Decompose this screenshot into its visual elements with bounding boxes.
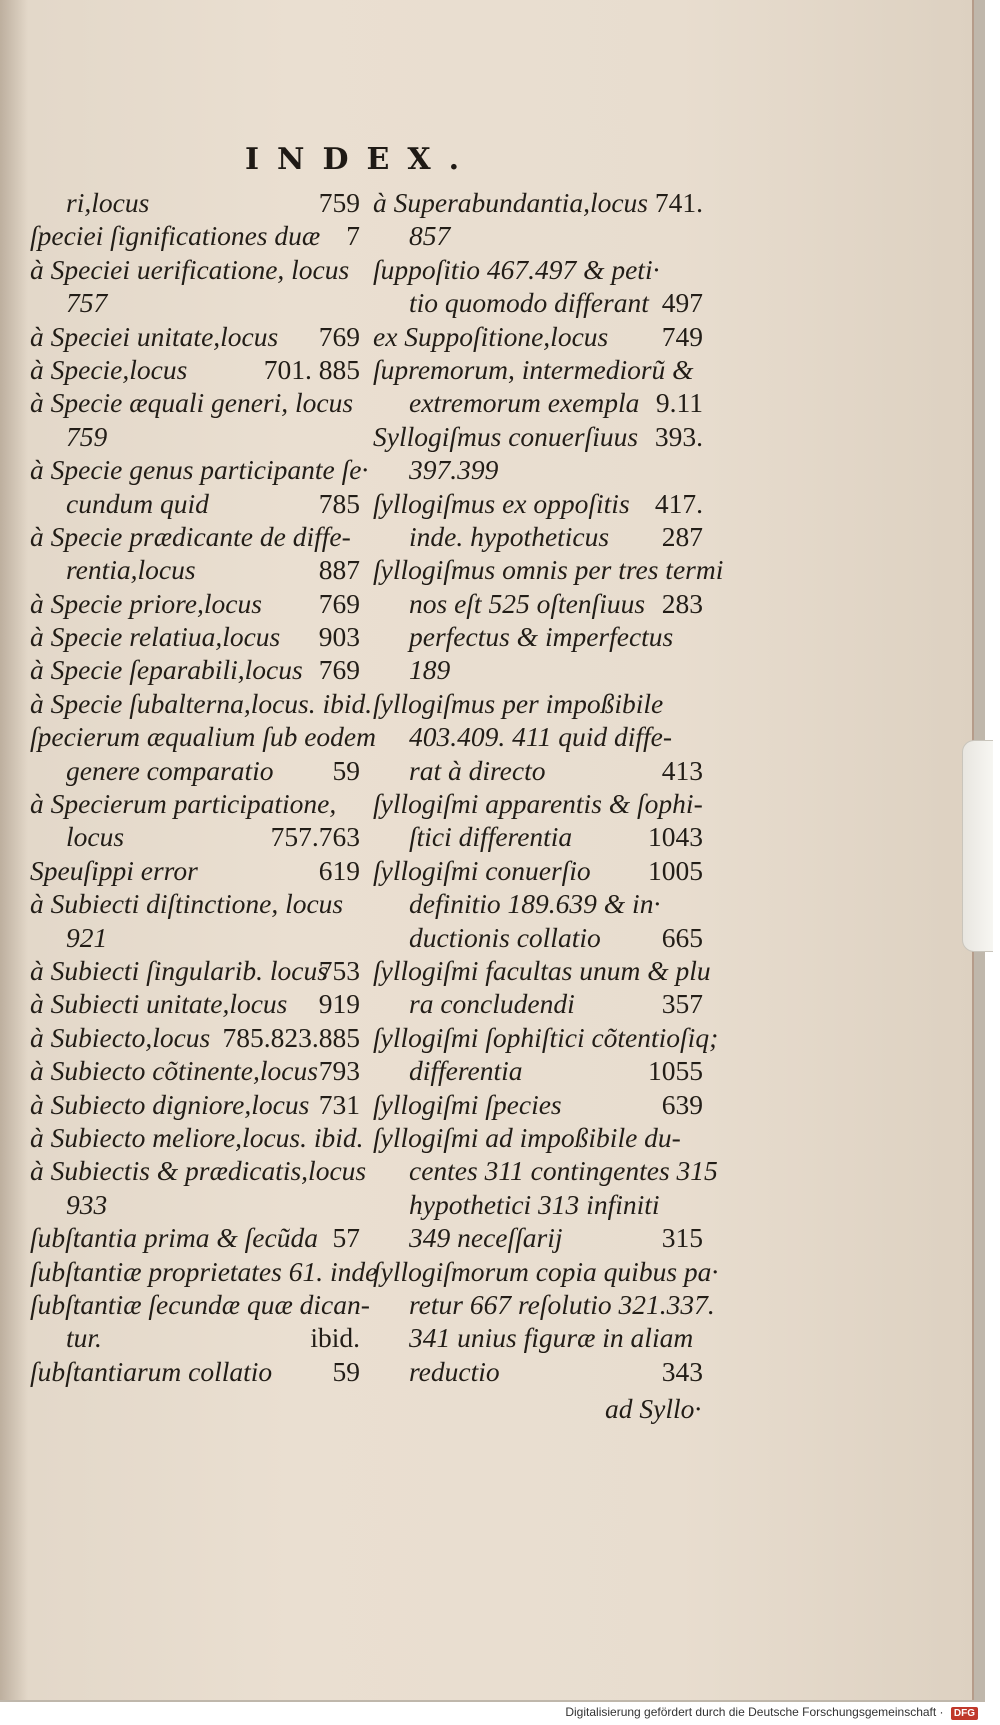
index-entry-text: ductionis collatio xyxy=(409,921,601,953)
index-entry xyxy=(373,1121,703,1154)
index-entry-text: 921 xyxy=(66,921,108,953)
index-entry-text: à Specie priore,locus xyxy=(30,587,262,619)
index-entry-text: à Subiectis & prædicatis,locus xyxy=(30,1155,367,1187)
index-entry xyxy=(30,620,360,653)
index-entry-page: 769 xyxy=(318,320,360,352)
index-entry xyxy=(373,553,724,586)
index-entry xyxy=(373,1255,719,1288)
index-entry xyxy=(30,219,360,252)
index-entry-text: differentia xyxy=(409,1055,523,1087)
index-entry xyxy=(30,453,369,486)
index-entry-page: ibid. xyxy=(310,1322,360,1354)
index-entry xyxy=(30,553,360,586)
index-entry-page: 1055 xyxy=(648,1055,703,1087)
index-entry xyxy=(30,687,373,720)
index-entry xyxy=(30,1321,360,1354)
index-entry xyxy=(30,754,360,787)
index-entry-text: 933 xyxy=(66,1188,108,1220)
index-entry xyxy=(30,1255,378,1288)
index-entry-page: 769 xyxy=(318,654,360,686)
index-entry-text: à Specie,locus xyxy=(30,353,188,385)
index-entry-text: 757 xyxy=(66,287,108,319)
index-entry xyxy=(30,653,360,686)
index-entry-text: ſyllogiſmi ad impoßibile du- xyxy=(373,1121,681,1153)
index-entry-text: ſyllogiſmi facultas unum & plu xyxy=(373,954,711,986)
index-entry-text: cundum quid xyxy=(66,487,209,519)
index-entry xyxy=(373,921,703,954)
index-entry xyxy=(30,1021,360,1054)
index-entry xyxy=(373,453,703,486)
index-entry-text: ſubſtantiæ proprietates 61. inde xyxy=(30,1255,378,1287)
index-entry-text: ſyllogiſmus omnis per tres termi xyxy=(373,554,724,586)
index-entry-text: locus xyxy=(66,821,125,853)
index-entry-text: à Subiecti diſtinctione, locus xyxy=(30,888,344,920)
index-entry-page: 731 xyxy=(318,1088,360,1120)
index-entry-page: 619 xyxy=(318,854,360,886)
index-entry xyxy=(373,386,703,419)
index-entry-text: 403.409. 411 quid diffe- xyxy=(409,721,673,753)
index-entry xyxy=(373,587,703,620)
index-entry-page: 741. xyxy=(654,187,703,218)
index-entry-text: à Subiecto cõtinente,locus xyxy=(30,1055,318,1087)
index-entry-text: à Specierum participatione, xyxy=(30,788,337,820)
index-entry xyxy=(30,286,360,319)
index-entry-page: 759 xyxy=(318,187,360,218)
index-entry-text: ſuppoſitio 467.497 & peti· xyxy=(373,253,660,285)
index-entry-text: ſyllogiſmi ſophiſtici cõtentioſiq; xyxy=(373,1021,719,1053)
index-entry xyxy=(373,620,703,653)
index-entry-text: ri,locus xyxy=(66,187,150,218)
index-entry-text: tur. xyxy=(66,1322,102,1354)
index-entry xyxy=(30,487,360,520)
index-entry-text: perfectus & imperfectus xyxy=(409,621,674,653)
index-entry-text: à Specie ſubalterna,locus. ibid. xyxy=(30,687,373,719)
index-entry-text: ſyllogiſmi ſpecies xyxy=(373,1088,562,1120)
index-entry-text: à Speciei uerificatione, locus xyxy=(30,253,350,285)
index-entry xyxy=(373,487,703,520)
index-entry-text: 341 unius figuræ in aliam xyxy=(409,1322,694,1354)
index-entry-page: 59 xyxy=(332,754,360,786)
index-entry-text: ſubſtantia prima & ſecũda xyxy=(30,1222,318,1254)
index-entry xyxy=(373,1288,715,1321)
index-entry-page: 749 xyxy=(661,320,703,352)
index-entry-page: 785.823.885 xyxy=(222,1021,360,1053)
index-entry-text: 349 neceſſarij xyxy=(409,1222,563,1254)
index-entry-page: 785 xyxy=(318,487,360,519)
index-entry-text: ra concludendi xyxy=(409,988,575,1020)
index-entry xyxy=(373,954,711,987)
index-entry xyxy=(30,1288,370,1321)
index-entry xyxy=(373,653,703,686)
index-entry-text: genere comparatio xyxy=(66,754,274,786)
index-entry-text: à Specie prædicante de diffe- xyxy=(30,520,351,552)
index-entry-page: 417. xyxy=(654,487,703,519)
spine-shadow xyxy=(0,0,28,1700)
index-entry-text: ſyllogiſmus ex oppoſitis xyxy=(373,487,630,519)
index-entry-text: ſpecierum æqualium ſub eodem xyxy=(30,721,376,753)
index-entry xyxy=(30,954,360,987)
index-entry-page: 7 xyxy=(346,220,360,252)
index-entry xyxy=(30,820,360,853)
index-entry-text: tio quomodo differant xyxy=(409,287,649,319)
index-entry xyxy=(373,353,703,386)
index-entry xyxy=(30,386,360,419)
index-entry xyxy=(30,1188,360,1221)
index-entry-text: 397.399 xyxy=(409,454,499,486)
index-entry xyxy=(30,520,360,553)
index-entry-text: ſtici differentia xyxy=(409,821,573,853)
dfg-logo: DFG xyxy=(951,1707,978,1720)
index-entry-text: ſyllogiſmorum copia quibus pa· xyxy=(373,1255,719,1287)
index-entry xyxy=(373,720,703,753)
footer-credit-text: Digitalisierung gefördert durch die Deutsche Forschungsgemeinschaft · xyxy=(565,1705,944,1719)
index-entry xyxy=(373,320,703,353)
index-entry xyxy=(373,754,703,787)
index-entry xyxy=(373,1021,719,1054)
index-entry-page: 639 xyxy=(661,1088,703,1120)
index-entry-text: 857 xyxy=(409,220,451,252)
index-entry xyxy=(373,520,703,553)
index-entry-text: à Specie relatiua,locus xyxy=(30,621,281,653)
index-entry xyxy=(30,921,360,954)
index-entry xyxy=(30,1088,360,1121)
index-entry-text: inde. hypotheticus xyxy=(409,520,610,552)
index-entry-text: ſyllogiſmus per impoßibile xyxy=(373,687,664,719)
index-entry-text: Speuſippi error xyxy=(30,854,198,886)
index-entry-text: à Subiecti unitate,locus xyxy=(30,988,288,1020)
index-entry xyxy=(373,987,703,1020)
index-entry-page: 903 xyxy=(318,621,360,653)
index-entry-text: à Specie æquali generi, locus xyxy=(30,387,354,419)
index-entry-text: reductio xyxy=(409,1355,500,1387)
index-entry xyxy=(373,1321,703,1354)
index-entry-text: 759 xyxy=(66,420,108,452)
index-entry xyxy=(373,687,703,720)
index-entry xyxy=(373,286,703,319)
index-entry xyxy=(373,1188,703,1221)
index-column-right xyxy=(373,186,724,1388)
index-entry-text: ſyllogiſmi conuerſio xyxy=(373,854,591,886)
index-entry xyxy=(30,420,360,453)
index-entry xyxy=(373,1355,703,1388)
index-entry xyxy=(373,253,703,286)
index-entry-page: 919 xyxy=(318,988,360,1020)
index-entry xyxy=(30,587,360,620)
index-entry-text: hypothetici 313 infiniti xyxy=(409,1188,660,1220)
index-entry-text: extremorum exempla xyxy=(409,387,640,419)
index-entry xyxy=(373,887,703,920)
index-entry-text: à Subiecti ſingularib. locus xyxy=(30,954,328,986)
index-entry xyxy=(30,186,360,219)
index-entry-text: à Specie genus participante ſe· xyxy=(30,454,369,486)
index-entry-text: à Subiecto digniore,locus xyxy=(30,1088,310,1120)
index-entry-text: à Subiecto meliore,locus. ibid. xyxy=(30,1121,364,1153)
index-entry-text: à Speciei unitate,locus xyxy=(30,320,279,352)
index-entry xyxy=(373,1088,703,1121)
index-entry-text: 189 xyxy=(409,654,451,686)
index-entry xyxy=(30,1221,360,1254)
index-entry xyxy=(30,320,360,353)
index-entry-text: ſupremorum, intermediorũ & xyxy=(373,353,694,385)
index-entry-page: 757.763 xyxy=(270,821,360,853)
index-entry-page: 57 xyxy=(332,1222,360,1254)
index-entry xyxy=(30,987,360,1020)
index-entry-text: ſubſtantiæ ſecundæ quæ dican- xyxy=(30,1288,370,1320)
index-entry-text: à Superabundantia,locus xyxy=(373,187,648,218)
index-entry-text: ſubſtantiarum collatio xyxy=(30,1355,273,1387)
index-entry-text: nos eſt 525 oſtenſiuus xyxy=(409,587,646,619)
index-entry xyxy=(373,219,703,252)
index-entry-page: 283 xyxy=(661,587,703,619)
page-tab-marker xyxy=(962,740,993,952)
index-entry xyxy=(30,1054,360,1087)
index-entry xyxy=(373,1054,703,1087)
index-entry xyxy=(373,820,703,853)
index-entry xyxy=(373,787,703,820)
index-entry-page: 887 xyxy=(318,554,360,586)
index-entry xyxy=(30,353,360,386)
index-entry-page: 753 xyxy=(318,954,360,986)
index-entry-text: rentia,locus xyxy=(66,554,196,586)
index-entry-text: ex Suppoſitione,locus xyxy=(373,320,609,352)
index-entry-page: 413 xyxy=(661,754,703,786)
index-entry xyxy=(30,854,360,887)
index-entry-page: 701. 885 xyxy=(263,353,360,385)
index-entry-text: centes 311 contingentes 315 xyxy=(409,1155,718,1187)
footer-credit xyxy=(565,1705,978,1720)
index-entry-text: Syllogiſmus conuerſiuus xyxy=(373,420,639,452)
footer xyxy=(0,1702,1000,1725)
index-entry xyxy=(373,420,703,453)
index-entry-text: à Specie ſeparabili,locus xyxy=(30,654,303,686)
index-entry-page: 315 xyxy=(661,1222,703,1254)
index-entry-text: à Subiecto,locus xyxy=(30,1021,211,1053)
page-header: INDEX. xyxy=(245,142,478,177)
index-entry-text: ſpeciei ſignificationes duæ xyxy=(30,220,321,252)
index-entry-page: 793 xyxy=(318,1055,360,1087)
index-entry-text: retur 667 reſolutio 321.337. xyxy=(409,1288,715,1320)
index-entry-text: rat à directo xyxy=(409,754,546,786)
index-column-left xyxy=(30,186,378,1388)
index-entry-page: 665 xyxy=(661,921,703,953)
index-entry xyxy=(373,1221,703,1254)
index-entry xyxy=(30,787,360,820)
index-entry xyxy=(373,854,703,887)
index-entry-page: 9.11 xyxy=(655,387,703,419)
index-entry xyxy=(373,1154,718,1187)
catchword: ad Syllo· xyxy=(605,1393,702,1424)
index-entry xyxy=(30,1154,367,1187)
index-entry-page: 59 xyxy=(332,1355,360,1387)
index-entry xyxy=(30,1121,364,1154)
index-entry xyxy=(373,186,703,219)
index-entry-page: 393. xyxy=(654,420,703,452)
index-entry-text: definitio 189.639 & in· xyxy=(409,888,661,920)
index-entry-page: 1043 xyxy=(648,821,703,853)
index-entry xyxy=(30,887,360,920)
index-entry-page: 343 xyxy=(661,1355,703,1387)
index-entry-page: 1005 xyxy=(648,854,703,886)
index-entry-text: ſyllogiſmi apparentis & ſophi- xyxy=(373,788,703,820)
index-entry-page: 769 xyxy=(318,587,360,619)
index-entry-page: 357 xyxy=(661,988,703,1020)
index-entry xyxy=(30,1355,360,1388)
index-entry xyxy=(30,253,360,286)
index-entry-page: 287 xyxy=(661,520,703,552)
index-entry xyxy=(30,720,376,753)
index-entry-page: 497 xyxy=(661,287,703,319)
